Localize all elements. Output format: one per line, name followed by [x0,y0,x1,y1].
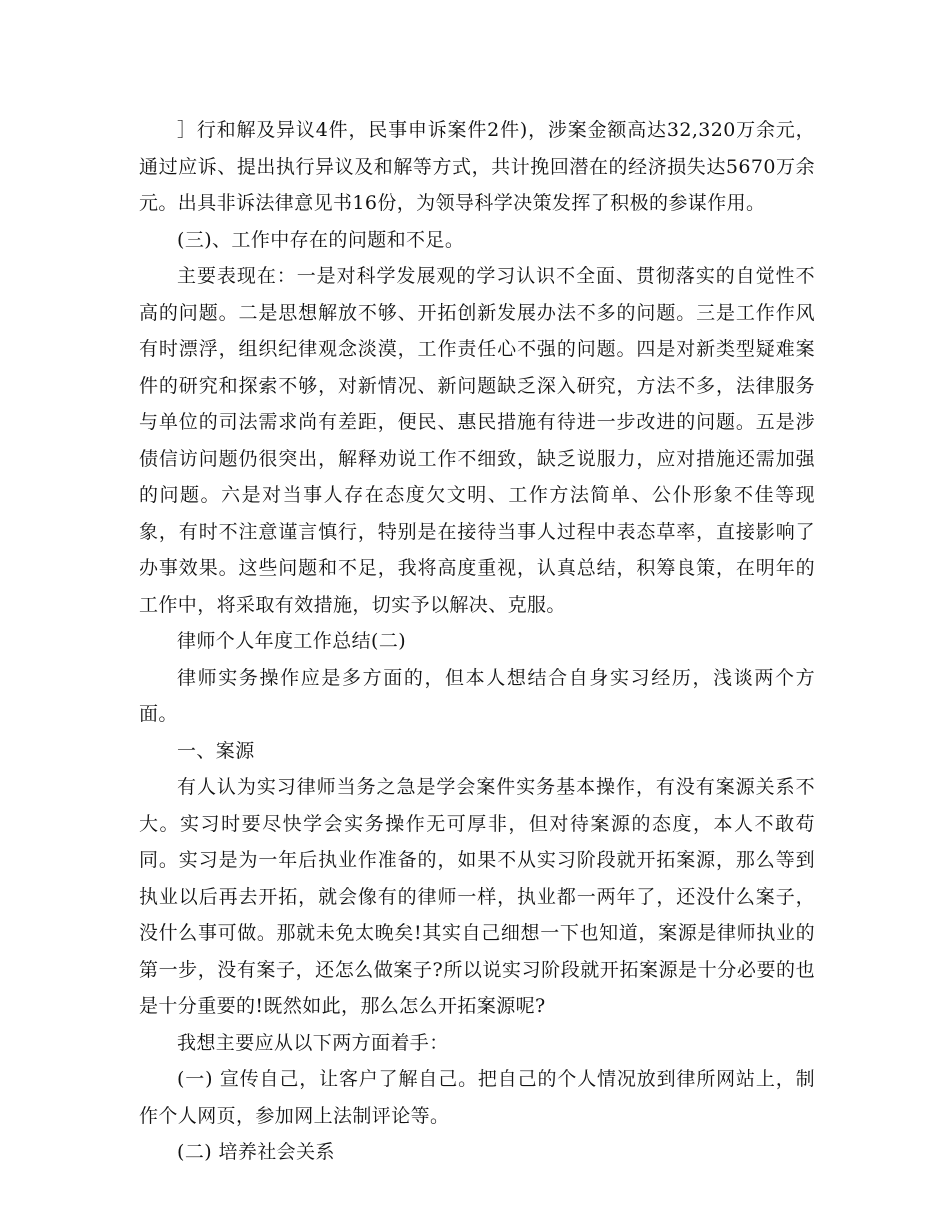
document-title-part-two: 律师个人年度工作总结(二) [177,630,407,652]
section-heading-problems: (三)、工作中存在的问题和不足。 [177,228,465,251]
paragraph-case-summary: ］行和解及异议4件，民事申诉案件2件)，涉案金额高达32,320万余元，通过应诉、提出执行异议及和解等方式，共计挽回潜在的经济损失达5670万余元。出具非诉法律意见书16份，为领导科学决策发挥了积极的参谋作用。 [139,119,815,214]
paragraph-two-aspects: 我想主要应从以下两方面着手： [177,1031,449,1054]
list-item-promote-self: (一) 宣传自己，让客户了解自己。把自己的个人情况放到律所网站上，制作个人网页，参加网上法制评论等。 [139,1068,815,1127]
paragraph-case-source: 有人认为实习律师当务之急是学会案件实务基本操作，有没有案源关系不大。实习时要尽快学会实务操作无可厚非，但对待案源的态度，本人不敢苟同。实习是为一年后执业作准备的，如果不从实习阶段就开拓案源，那么等到执业以后再去开拓，就会像有的律师一样，执业都一两年了，还没什么案子，没什么事可做。那就未免太晚矣!其实自己细想一下也知道，案源是律师执业的第一步，没有案子，还怎么做案子?所以说实习阶段就开拓案源是十分必要的也是十分重要的!既然如此，那么怎么开拓案源呢? [139,776,815,1017]
paragraph-problems: 主要表现在：一是对科学发展观的学习认识不全面、贯彻落实的自觉性不高的问题。二是思想解放不够、开拓创新发展办法不多的问题。三是工作作风有时漂浮，组织纪律观念淡漠，工作责任心不强的问题。四是对新类型疑难案件的研究和探索不够，对新情况、新问题缺乏深入研究，方法不多，法律服务与单位的司法需求尚有差距，便民、惠民措施有待进一步改进的问题。五是涉债信访问题仍很突出，解释劝说工作不细致，缺乏说服力，应对措施还需加强的问题。六是对当事人存在态度欠文明、工作方法简单、公仆形象不佳等现象，有时不注意谨言慎行，特别是在接待当事人过程中表态草率，直接影响了办事效果。这些问题和不足，我将高度重视，认真总结，积筹良策，在明年的工作中，将采取有效措施，切实予以解决、克服。 [139,265,815,616]
list-item-social-relations: (二) 培养社会关系 [177,1141,335,1163]
section-heading-case-source: 一、案源 [177,739,255,762]
paragraph-intro: 律师实务操作应是多方面的，但本人想结合自身实习经历，浅谈两个方面。 [139,666,815,725]
document-page [139,112,815,1171]
